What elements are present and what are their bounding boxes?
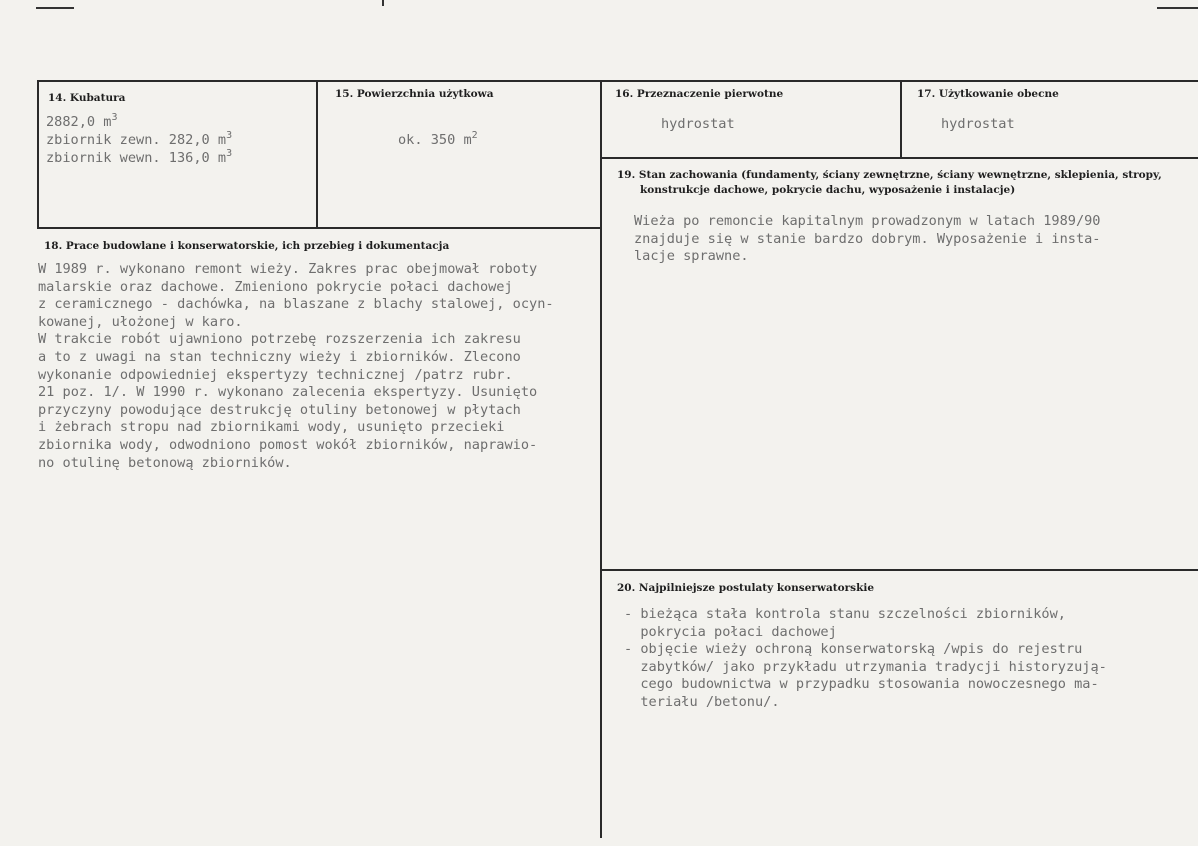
postulaty-text: - bieżąca stała kontrola stanu szczelności zbiorników, pokrycia połaci dachowej - objęcie wieży ochroną konserwatorską /wpis do rejestru zabytków/ jako przykładu utrzymania tradycji historyzują- cego budownictwa w przypadku stosowania nowoczesnego ma- teriału /betonu/. [624,606,1107,710]
field-17-label: 17. Użytkowanie obecne [917,88,1059,100]
field-18-label: 18. Prace budowlane i konserwatorskie, ich przebieg i dokumentacja [44,240,450,252]
kubatura-line-outer-tank: zbiornik zewn. 282,0 $m^3$ [46,130,233,148]
kubatura-line-inner-tank: zbiornik wewn. 136,0 $m^3$ [46,148,233,166]
grid-line-under-16-17 [600,157,1198,159]
stan-text: Wieża po remoncie kapitalnym prowadzonym w latach 1989/90 znajduje się w stanie bardzo dobrym. Wyposażenie i insta- lacje sprawne. [634,213,1101,265]
grid-line-16-17 [900,80,902,158]
field-15-label: 15. Powierzchnia użytkowa [335,88,494,100]
przeznaczenie-value: hydrostat [661,116,735,132]
fold-mark-center [382,0,384,6]
kubatura-line-total: 2882,0 $m^3$ [46,112,118,130]
fold-mark-right [1157,7,1198,9]
grid-line-top [37,80,1198,82]
field-19-label-line1: 19. Stan zachowania (fundamenty, ściany zewnętrzne, ściany wewnętrzne, sklepienia, stropy, [617,169,1162,181]
prace-text: W 1989 r. wykonano remont wieży. Zakres prac obejmował roboty malarskie oraz dachowe. Zmieniono pokrycie połaci dachowej z ceramicznego - dachówka, na blaszane z blachy stalowej, ocyn- kowanej, ułożonej w karo. W trakcie robót ujawniono potrzebę rozszerzenia ich zakresu a to z uwagi na stan techniczny wieży i zbiorników. Zlecono wykonanie odpowiedniej ekspertyzy technicznej /patrz rubr. 21 poz. 1/. W 1990 r. wykonano zalecenia ekspertyzy. Usunięto przyczyny powodujące destrukcję otuliny betonowej w płytach i żebrach stropu nad zbiornikami wody, usunięto przecieki zbiornika wody, odwodniono pomost wokół zbiorników, naprawio- no otulinę betonową zbiorników. [38,261,554,471]
grid-line-under-19 [600,569,1198,571]
field-20-label: 20. Najpilniejsze postulaty konserwatorskie [617,582,875,594]
fold-mark-left [36,7,74,9]
grid-line-15-16 [600,80,602,838]
grid-line-left [37,80,39,228]
uzytkowanie-value: hydrostat [941,116,1015,132]
field-16-label: 16. Przeznaczenie pierwotne [615,88,784,100]
field-19-label-line2: konstrukcje dachowe, pokrycie dachu, wyposażenie i instalacje) [640,184,1016,196]
field-14-label: 14. Kubatura [48,92,126,104]
grid-line-14-15 [316,80,318,228]
powierzchnia-value: ok. 350 $m^2$ [398,130,478,148]
grid-line-under-14-15 [37,227,601,229]
